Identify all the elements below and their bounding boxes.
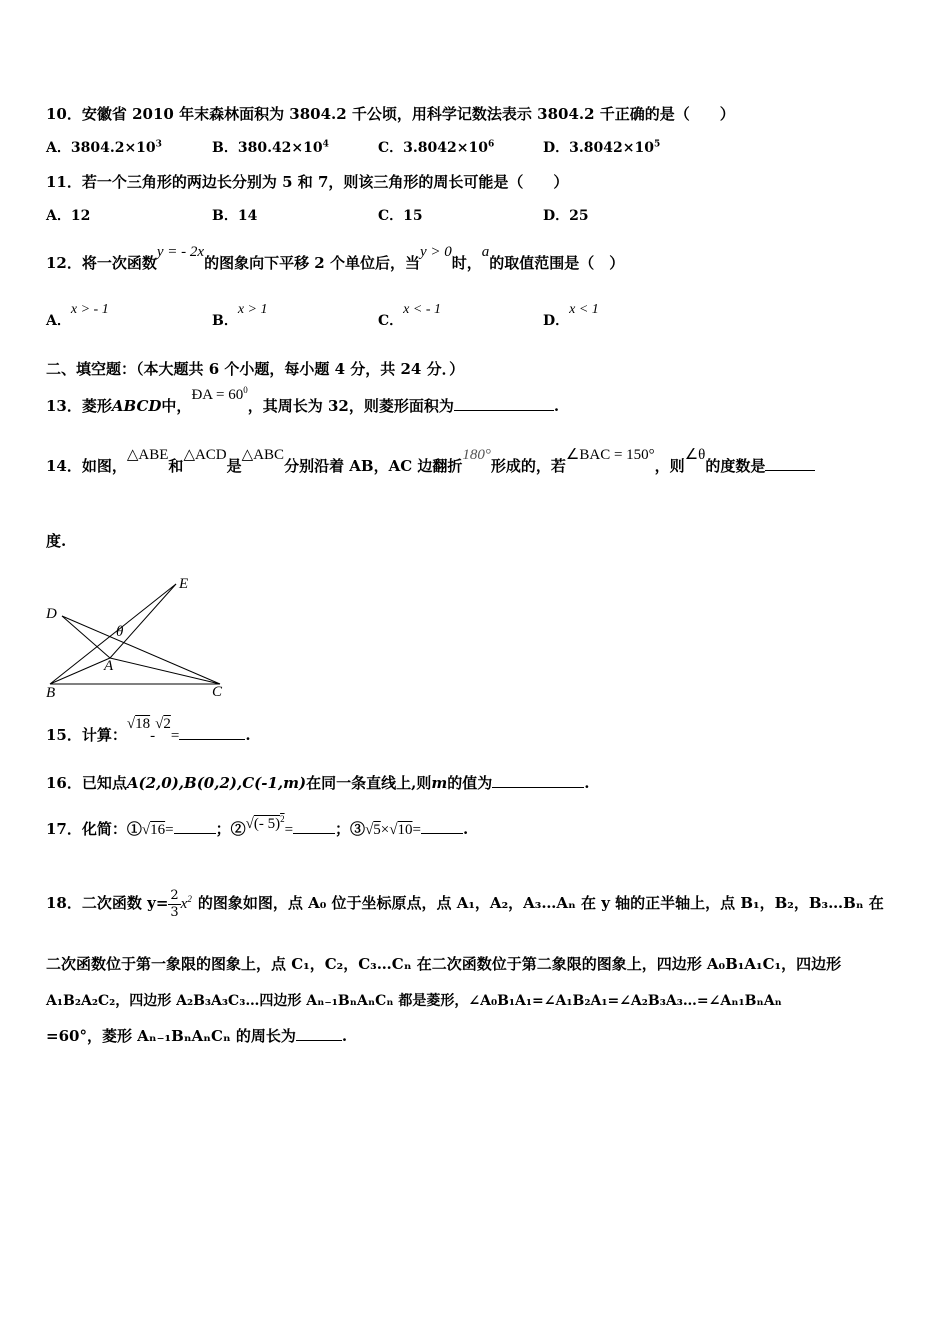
q18-x-squared: $x^2$ [180, 894, 192, 912]
label-b: B [46, 685, 56, 701]
section-2-heading: 二、填空题：（本大题共 6 个小题，每小题 4 分，共 24 分．） [46, 360, 465, 378]
question-13-stem: 13．菱形ABCD中，ÐA = $60^0$，其周长为 32，则菱形面积为 . [46, 385, 560, 415]
q13-rhombus-name: ABCD [111, 397, 162, 415]
label-c: C [212, 684, 223, 700]
q11-option-b: B．14 [212, 208, 258, 224]
q13-answer-blank[interactable] [454, 396, 554, 411]
q17-answer-blank-1[interactable] [174, 819, 216, 834]
q10-option-b: B．$380.42\times 10^4$ [212, 139, 329, 156]
question-18-line-2: 二次函数位于第一象限的图象上，点 C₁，C₂，C₃…Cₙ 在二次函数位于第二象限的图象上，四边形 A₀B₁A₁C₁，四边形 [46, 955, 842, 973]
q14-angle-bac: ∠BAC = 150° [565, 447, 655, 463]
q14-triangle-abc: △ABC [241, 447, 285, 463]
q14-fold-angle: 180° [462, 447, 491, 463]
q15-sqrt-2: √2 [155, 716, 171, 732]
q10-option-a: A．$3804.2\times 10^3$ [46, 139, 162, 156]
q12-option-d: D．x < 1 [543, 302, 599, 329]
q15-sqrt-18: √18 [126, 716, 151, 732]
question-12-stem: 12．将一次函数y = - 2x的图象向下平移 2 个单位后，当y > 0时，a的取值范围是（ ） [46, 244, 625, 272]
label-theta: θ [116, 624, 124, 640]
label-a: A [104, 658, 114, 674]
q17-sqrt-product: √5×√10 [365, 822, 413, 838]
question-14-stem: 14．如图，△ABE和△ACD是△ABC分别沿着 AB，AC 边翻折180°形成的，若∠BAC = 150°，则∠θ的度数是 [46, 455, 815, 476]
question-11-stem: 11．若一个三角形的两边长分别为 5 和 7，则该三角形的周长可能是（ ） [46, 173, 569, 191]
segment-dc [62, 616, 220, 684]
q16-points: A(2,0),B(0,2),C(-1,m) [126, 774, 307, 792]
q16-answer-blank[interactable] [492, 773, 584, 788]
question-17-stem: 17．化简：①√16= ；②√(- 5)$^2$= ；③√5×√10= . [46, 814, 469, 838]
question-18-line-4: =60°，菱形 Aₙ₋₁BₙAₙCₙ 的周长为 . [46, 1027, 348, 1045]
question-15-stem: 15．计算：√18-√2= . [46, 716, 251, 744]
q13-angle-formula: ÐA = $60^0$ [191, 385, 248, 403]
question-18-line-3: A₁B₂A₂C₂，四边形 A₂B₃A₃C₃…四边形 Aₙ₋₁BₙAₙCₙ 都是菱形，∠A₀B₁A₁=∠A₁B₂A₁=∠A₂B₃A₃…=∠Aₙ₁BₙAₙ [46, 993, 782, 1009]
question-14-unit: 度. [46, 532, 67, 550]
q12-option-c: C．x < - 1 [378, 302, 441, 329]
segment-ae [110, 584, 176, 658]
q12-formula-y: y = - 2x [156, 244, 205, 260]
q18-fraction: $\frac{2}{3}$ [170, 887, 179, 920]
question-10-stem: 10．安徽省 2010 年末森林面积为 3804.2 千公顷，用科学记数法表示 3804.2 千正确的是（ ） [46, 105, 735, 123]
label-d: D [46, 606, 57, 622]
question-16-stem: 16．已知点A(2,0),B(0,2),C(-1,m)在同一条直线上,则m的值为 . [46, 774, 590, 792]
segment-ac [110, 658, 220, 684]
q10-option-c: C．$3.8042\times 10^6$ [378, 139, 495, 156]
q14-triangle-abe: △ABE [126, 447, 169, 463]
q12-variable-a: a [481, 244, 490, 260]
q17-answer-blank-3[interactable] [421, 819, 463, 834]
q10-option-d: D．$3.8042\times 10^5$ [543, 139, 661, 156]
q15-answer-blank[interactable] [179, 725, 245, 740]
q11-option-c: C．15 [378, 208, 423, 224]
segment-ba [50, 658, 110, 684]
geometry-figure [44, 572, 234, 702]
question-18-stem: 18．二次函数 y= $\frac{2}{3}$ $x^2$ 的图象如图，点 A₀ 位于坐标原点，点 A₁，A₂，A₃…Aₙ 在 y 轴的正半轴上，点 B₁，B₂，B₃…Bₙ 在 [46, 887, 884, 920]
q14-triangle-acd: △ACD [183, 447, 227, 463]
q17-sqrt-neg5-squared: √(- 5)$^2$ [245, 814, 285, 832]
q12-option-b: B．x > 1 [212, 302, 268, 329]
q14-angle-theta: ∠θ [684, 447, 706, 463]
q17-answer-blank-2[interactable] [293, 819, 335, 834]
q12-formula-condition: y > 0 [419, 244, 452, 260]
q12-option-a: A．x > - 1 [46, 302, 109, 329]
q11-option-d: D．25 [543, 208, 589, 224]
label-e: E [179, 576, 189, 592]
segment-da [62, 616, 110, 658]
q11-option-a: A．12 [46, 208, 91, 224]
q18-answer-blank[interactable] [296, 1026, 342, 1041]
q17-sqrt-16: √16 [141, 822, 166, 838]
q14-answer-blank[interactable] [765, 456, 815, 471]
